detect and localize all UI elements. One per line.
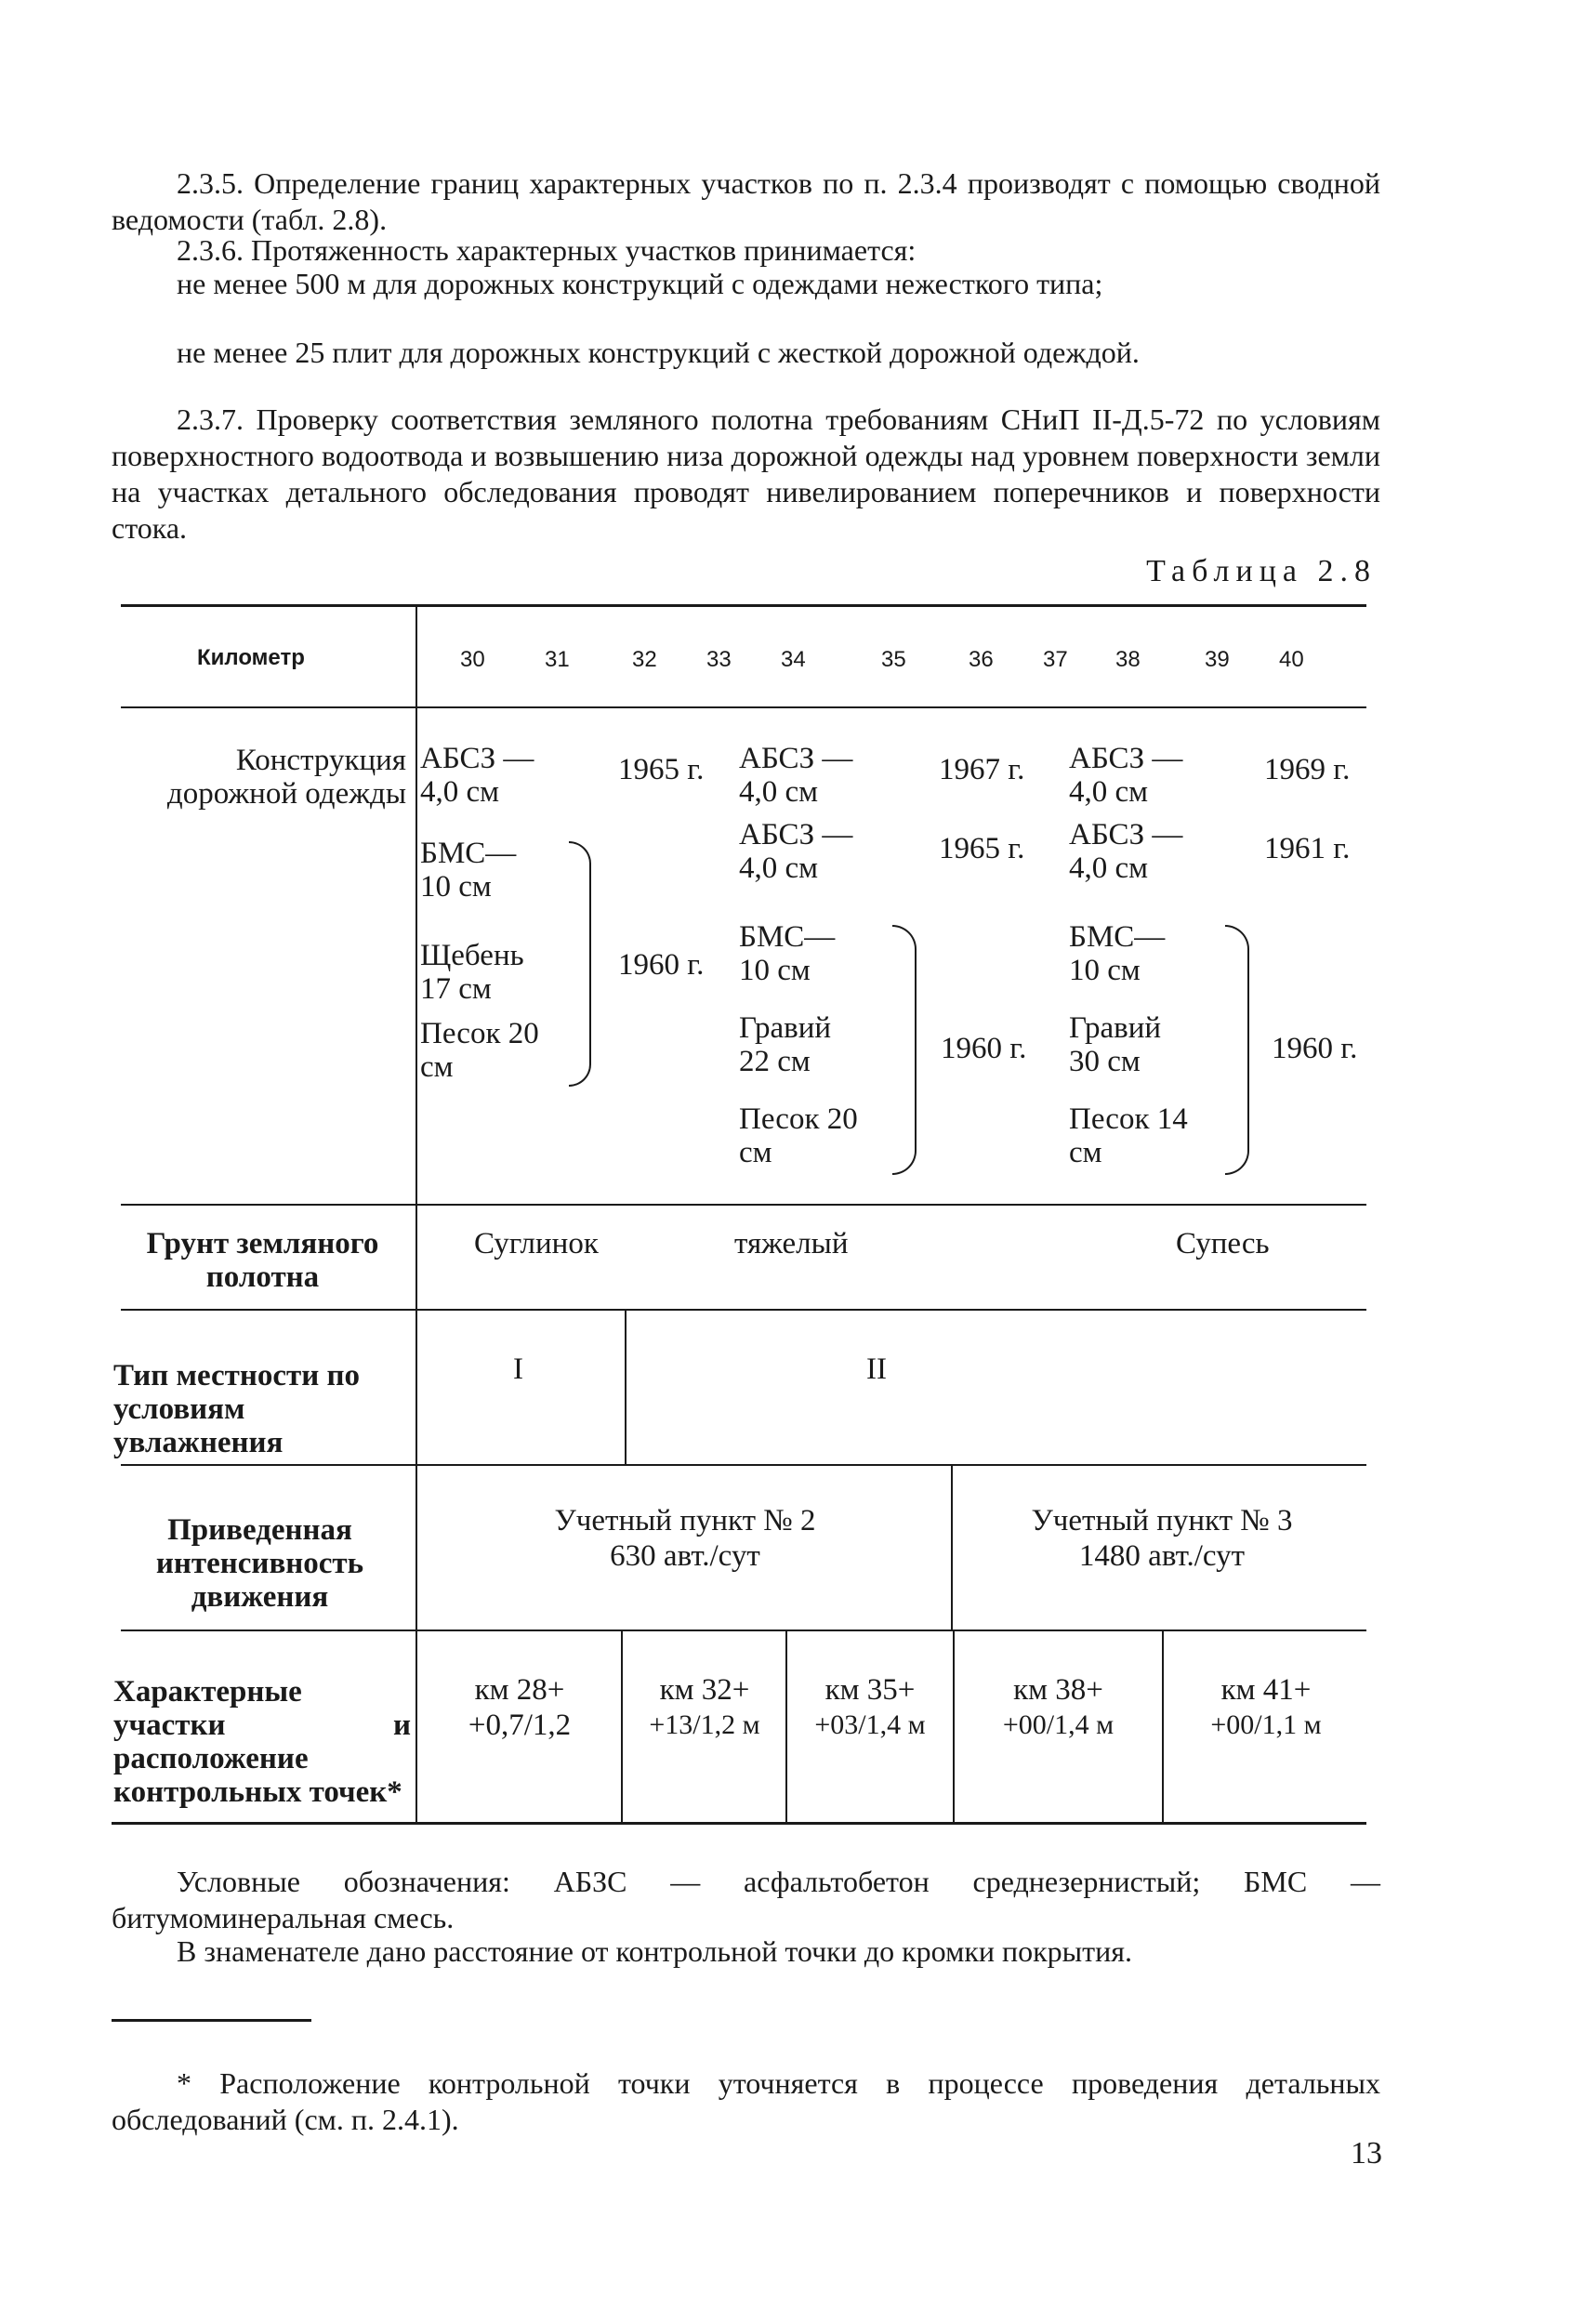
sections-label: Характерные участки и расположение контрольных точек* [113,1675,411,1809]
g3-second-layer: АБСЗ — 4,0 см [1069,818,1183,885]
g1-layers-year: 1960 г. [618,948,705,982]
section-5-km: км 41+ [1220,1673,1312,1707]
km-tick: 40 [1279,647,1304,672]
section-3-point: +03/1,4 м [814,1709,926,1740]
legend-abbreviations: Условные обозначения: АБЗС — асфальтобетон среднезернистый; БМС — битумоминеральная смесь. [112,1865,1380,1934]
g2-layer-3: Песок 20 см [739,1102,858,1169]
soil-label: Грунт земляного полотна [146,1227,379,1294]
table-caption: Таблица 2.8 [1146,554,1377,588]
soil-value-c: Супесь [1176,1227,1270,1260]
section-1-km: км 28+ [474,1673,565,1707]
km-tick: 36 [969,647,994,672]
construction-label: Конструкция дорожной одежды [166,744,406,811]
footnote: * Расположение контрольной точки уточняется в процессе проведения детальных обследований (см. п. 2.4.1). [112,2066,1380,2136]
traffic-divider [951,1466,953,1629]
g3-layer-3: Песок 14 см [1069,1102,1188,1169]
section-5-point: +00/1,1 м [1210,1709,1322,1740]
page-number: 13 [1351,2136,1382,2170]
paragraph-2-3-6-a: не менее 500 м для дорожных конструкций с одеждами нежесткого типа; [177,267,1103,300]
traffic-label: Приведенная интенсивность движения [155,1513,364,1614]
traffic-b-value: 1480 авт./сут [1078,1539,1246,1573]
section-1-point: +0,7/1,2 [468,1709,572,1742]
row-rule-3 [121,1464,1366,1466]
g2-layer-1: БМС— 10 см [739,920,836,987]
km-tick: 33 [706,647,732,672]
terrain-value-a: I [513,1352,523,1386]
g2-second-year: 1965 г. [939,832,1025,865]
km-tick: 35 [881,647,906,672]
g1-layer-1: БМС— 10 см [420,837,517,904]
paragraph-2-3-6-b: не менее 25 плит для дорожных конструкций с жесткой дорожной одеждой. [177,336,1140,369]
terrain-label: Тип местности по условиям увлажнения [113,1359,360,1459]
header-rule [121,706,1366,708]
g1-layers-brace [569,841,591,1087]
table-top-rule [121,604,1366,607]
paragraph-2-3-6: 2.3.6. Протяженность характерных участков принимается: [177,233,917,267]
km-tick: 31 [545,647,570,672]
paragraph-2-3-7: 2.3.7. Проверку соответствия земляного полотна требованиям СНиП II-Д.5-72 по условиям поверхностного водоотвода и возвышению низа дорожной одежды над уровнем поверхности земли на участках детального обследования проводят нивелированием поперечников и поверхности стока. [112,402,1380,545]
km-tick: 34 [781,647,806,672]
table-bottom-rule [112,1822,1366,1825]
legend-denominator-note: В знаменателе дано расстояние от контрольной точки до кромки покрытия. [177,1934,1132,1968]
soil-value-b: тяжелый [734,1227,849,1260]
sections-divider-4 [1162,1631,1164,1822]
g2-top-layer: АБСЗ — 4,0 см [739,742,853,809]
terrain-value-b: II [866,1352,887,1386]
g2-second-layer: АБСЗ — 4,0 см [739,818,853,885]
section-2-point: +13/1,2 м [649,1709,760,1740]
g3-layers-year: 1960 г. [1272,1032,1358,1065]
row-rule-2 [121,1309,1366,1311]
label-column-divider [415,606,417,1822]
traffic-b-name: Учетный пункт № 3 [1031,1504,1293,1537]
g3-second-year: 1961 г. [1264,832,1351,865]
km-tick: 38 [1115,647,1141,672]
g2-layer-2: Гравий 22 см [739,1011,832,1078]
g3-layer-1: БМС— 10 см [1069,920,1166,987]
g1-layer-2: Щебень 17 см [420,939,524,1006]
terrain-divider [625,1311,627,1464]
section-2-km: км 32+ [659,1673,750,1707]
row-rule-1 [121,1204,1366,1206]
km-tick: 37 [1043,647,1068,672]
section-4-km: км 38+ [1013,1673,1103,1707]
g2-top-year: 1967 г. [939,753,1025,786]
sections-divider-3 [953,1631,955,1822]
g2-layers-year: 1960 г. [941,1032,1027,1065]
soil-value-a: Суглинок [474,1227,599,1260]
g1-layer-3: Песок 20 см [420,1017,539,1084]
footnote-separator [112,2019,311,2022]
km-tick: 39 [1205,647,1230,672]
paragraph-2-3-5: 2.3.5. Определение границ характерных участков по п. 2.3.4 производят с помощью сводной ведомости (табл. 2.8). [112,166,1380,236]
km-header-label: Километр [197,645,305,670]
traffic-a-value: 630 авт./сут [610,1539,760,1573]
km-tick: 30 [460,647,485,672]
sections-divider-2 [785,1631,787,1822]
g2-layers-brace [892,925,917,1175]
section-4-point: +00/1,4 м [1002,1709,1115,1740]
g3-layers-brace [1225,925,1249,1175]
g1-top-year: 1965 г. [618,753,705,786]
km-tick: 32 [632,647,657,672]
row-rule-4 [121,1629,1366,1631]
sections-divider-1 [621,1631,623,1822]
g3-layer-2: Гравий 30 см [1069,1011,1162,1078]
g3-top-year: 1969 г. [1264,753,1351,786]
traffic-a-name: Учетный пункт № 2 [554,1504,816,1537]
g1-top-layer: АБСЗ — 4,0 см [420,742,534,809]
section-3-km: км 35+ [824,1673,916,1707]
g3-top-layer: АБСЗ — 4,0 см [1069,742,1183,809]
